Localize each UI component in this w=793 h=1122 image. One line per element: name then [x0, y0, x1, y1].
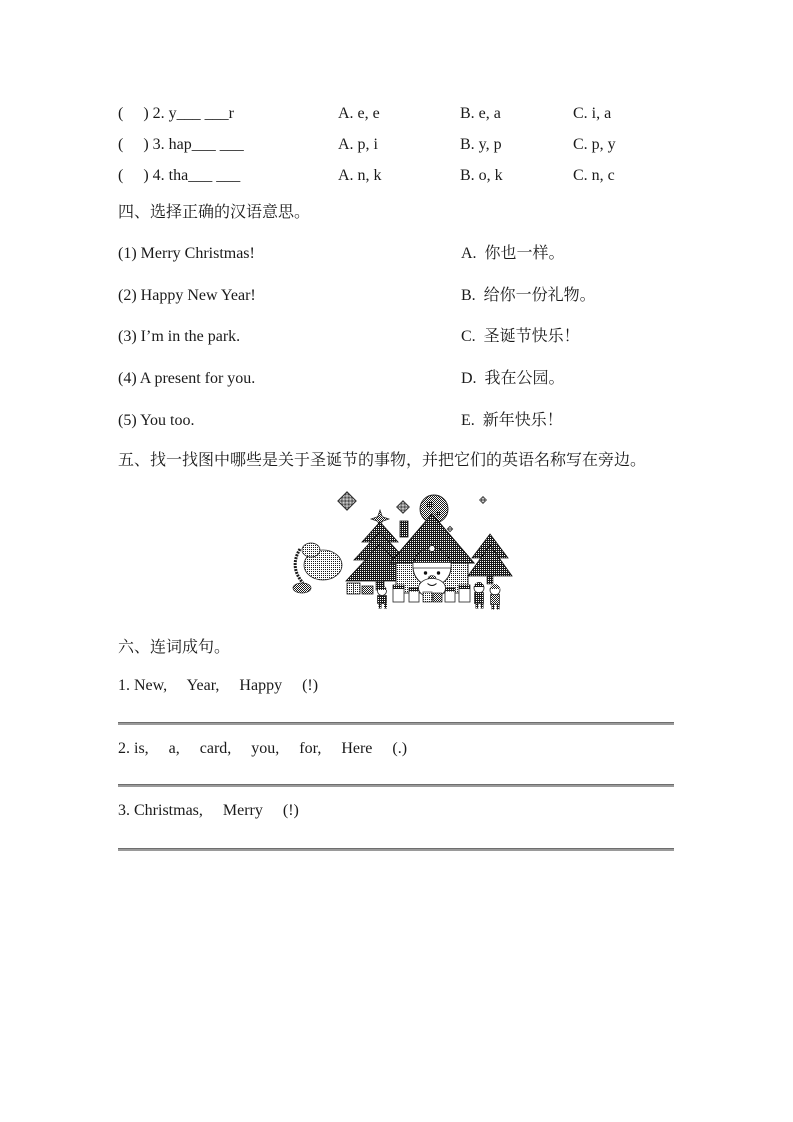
christmas-scene-svg [287, 489, 513, 610]
answer-line [118, 722, 674, 725]
section-five-title: 五、找一找图中哪些是关于圣诞节的事物，并把它们的英语名称写在旁边。 [118, 452, 647, 469]
option-b: B. o, k [460, 167, 503, 184]
option-a: A. p, i [338, 136, 378, 153]
match-left: (5) You too. [118, 412, 195, 429]
match-right: D. 我在公园。 [461, 370, 565, 387]
option-c: C. n, c [573, 167, 615, 184]
santa-claus-face-icon [413, 546, 451, 598]
answer-line [118, 848, 674, 851]
match-left: (1) Merry Christmas! [118, 245, 255, 262]
match-left: (2) Happy New Year! [118, 287, 256, 304]
christmas-scene-illustration [287, 489, 513, 610]
child-icon [490, 584, 500, 610]
match-left: (3) I’m in the park. [118, 328, 241, 345]
question-text: ( ) 2. y___ ___r [118, 105, 234, 122]
option-a: A. e, e [338, 105, 380, 122]
star-icon [479, 496, 486, 503]
question-text: ( ) 4. tha___ ___ [118, 167, 241, 184]
child-icon [378, 586, 388, 609]
match-right: E. 新年快乐！ [461, 412, 563, 429]
option-c: C. i, a [573, 105, 612, 122]
match-right: B. 给你一份礼物。 [461, 287, 596, 304]
star-icon [447, 526, 453, 532]
question-text: ( ) 3. hap___ ___ [118, 136, 244, 153]
section-four-title: 四、选择正确的汉语意思。 [118, 204, 311, 221]
snow-bush-icon [293, 543, 342, 593]
star-icon [338, 492, 356, 510]
sentence-item: 1. New, Year, Happy (!) [118, 677, 319, 694]
section-six-title: 六、连词成句。 [118, 639, 231, 656]
option-c: C. p, y [573, 136, 616, 153]
child-icon [474, 582, 484, 609]
sentence-item: 2. is, a, card, you, for, Here (.) [118, 740, 408, 757]
sentence-item: 3. Christmas, Merry (!) [118, 802, 299, 819]
match-left: (4) A present for you. [118, 370, 256, 387]
option-b: B. y, p [460, 136, 502, 153]
chimney-icon [400, 521, 408, 537]
match-right: C. 圣诞节快乐！ [461, 328, 580, 345]
answer-line [118, 784, 674, 787]
star-icon [397, 501, 410, 514]
option-b: B. e, a [460, 105, 501, 122]
christmas-tree-icon [468, 534, 512, 584]
gift-box-icon [347, 583, 373, 594]
match-right: A. 你也一样。 [461, 245, 565, 262]
option-a: A. n, k [338, 167, 382, 184]
